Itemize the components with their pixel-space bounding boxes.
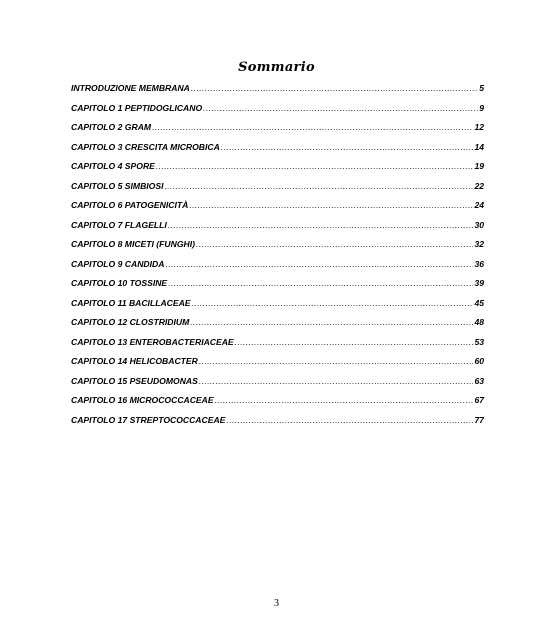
toc-entry[interactable] xyxy=(71,278,484,298)
toc-title: Sommario xyxy=(238,60,315,75)
toc-entry[interactable] xyxy=(71,161,484,181)
toc-entry[interactable] xyxy=(71,298,484,318)
toc-entry-page: 30 xyxy=(474,219,484,230)
toc-dot-leader xyxy=(199,376,474,386)
toc-entry-page: 19 xyxy=(474,161,484,171)
toc-entry-page: 9 xyxy=(479,102,484,113)
toc-entry-page: 45 xyxy=(474,297,484,308)
toc-dot-leader xyxy=(165,259,473,269)
toc-dot-leader xyxy=(156,161,474,171)
toc-entry-page: 53 xyxy=(474,336,484,347)
toc-entry[interactable] xyxy=(71,181,484,201)
toc-dot-leader xyxy=(191,83,478,93)
toc-entry-page: 22 xyxy=(474,180,484,191)
toc-dot-leader xyxy=(168,220,474,230)
toc-dot-leader xyxy=(221,142,474,152)
toc-dot-leader xyxy=(192,298,474,308)
toc-entry-page: 24 xyxy=(474,200,484,210)
toc-entry-label: CAPITOLO 5 SIMBIOSI xyxy=(71,180,164,191)
toc-entry-page: 77 xyxy=(474,414,484,425)
toc-dot-leader xyxy=(196,239,473,249)
toc-entry-page: 60 xyxy=(474,356,484,366)
toc-entry-label: CAPITOLO 4 SPORE xyxy=(71,161,155,171)
toc-entry-label: CAPITOLO 10 TOSSINE xyxy=(71,278,168,288)
toc-entry[interactable] xyxy=(71,142,484,162)
toc-dot-leader xyxy=(168,278,473,288)
toc-entry-page: 32 xyxy=(474,239,484,249)
toc-entry-label: CAPITOLO 11 BACILLACEAE xyxy=(71,297,191,308)
toc-entry-page: 5 xyxy=(479,83,484,93)
toc-entry[interactable] xyxy=(71,356,484,376)
toc-entry-label: CAPITOLO 12 CLOSTRIDIUM xyxy=(71,317,190,327)
toc-entry-page: 67 xyxy=(474,395,484,405)
page-number: 3 xyxy=(274,598,279,609)
toc-dot-leader xyxy=(235,337,474,347)
toc-entry-page: 36 xyxy=(474,258,484,269)
toc-entry-label: CAPITOLO 9 CANDIDA xyxy=(71,258,165,269)
toc-entry-page: 12 xyxy=(474,122,484,132)
toc-entry-label: INTRODUZIONE MEMBRANA xyxy=(71,83,190,93)
toc-entry[interactable] xyxy=(71,317,484,337)
toc-entry[interactable] xyxy=(71,239,484,259)
toc-entry[interactable] xyxy=(71,103,484,123)
toc-entry[interactable] xyxy=(71,337,484,357)
toc-entry-label: CAPITOLO 13 ENTEROBACTERIACEAE xyxy=(71,336,234,347)
toc-entry-page: 14 xyxy=(474,141,484,152)
toc-entry-page: 63 xyxy=(474,375,484,386)
toc-entry[interactable] xyxy=(71,83,484,103)
toc-entry-label: CAPITOLO 1 PEPTIDOGLICANO xyxy=(71,102,203,113)
toc-entry[interactable] xyxy=(71,220,484,240)
toc-dot-leader xyxy=(152,122,473,132)
toc-entry[interactable] xyxy=(71,200,484,220)
toc-entry-page: 48 xyxy=(474,317,484,327)
toc-dot-leader xyxy=(215,395,474,405)
toc-entry-label: CAPITOLO 3 CRESCITA MICROBICA xyxy=(71,141,220,152)
toc-entry-page: 39 xyxy=(474,278,484,288)
toc-entry-label: CAPITOLO 17 STREPTOCOCCACEAE xyxy=(71,414,226,425)
toc-entry-label: CAPITOLO 15 PSEUDOMONAS xyxy=(71,375,198,386)
toc-dot-leader xyxy=(199,356,474,366)
toc-dot-leader xyxy=(203,103,478,113)
toc-entry[interactable] xyxy=(71,259,484,279)
toc-entry[interactable] xyxy=(71,122,484,142)
toc-entry[interactable] xyxy=(71,395,484,415)
toc-entry-label: CAPITOLO 2 GRAM xyxy=(71,122,152,132)
toc-dot-leader xyxy=(164,181,473,191)
toc-entry[interactable] xyxy=(71,415,484,435)
toc-entry-label: CAPITOLO 16 MICROCOCCACEAE xyxy=(71,395,214,405)
toc-entry-label: CAPITOLO 7 FLAGELLI xyxy=(71,219,167,230)
toc-entry-label: CAPITOLO 8 MICETI (FUNGHI) xyxy=(71,239,195,249)
table-of-contents xyxy=(71,83,484,434)
toc-entry[interactable] xyxy=(71,376,484,396)
toc-entry-label: CAPITOLO 14 HELICOBACTER xyxy=(71,356,198,366)
toc-dot-leader xyxy=(189,200,473,210)
toc-dot-leader xyxy=(190,317,473,327)
toc-dot-leader xyxy=(226,415,473,425)
toc-entry-label: CAPITOLO 6 PATOGENICITÀ xyxy=(71,200,189,210)
